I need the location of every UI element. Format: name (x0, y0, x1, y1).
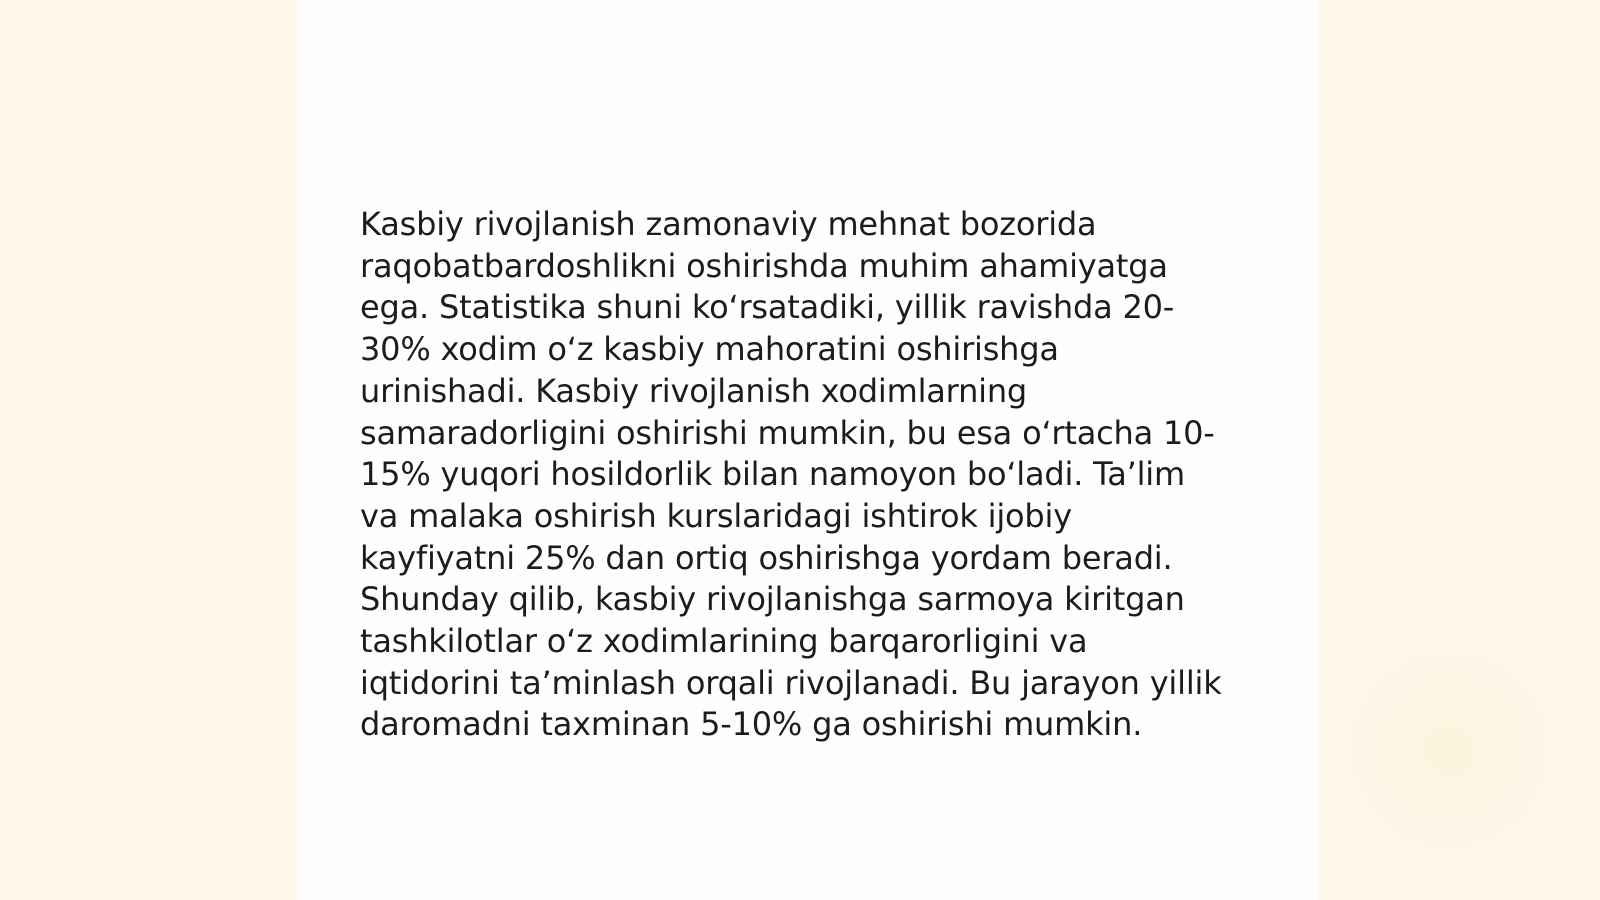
paragraph-line-8: va malaka oshirish kurslaridagi ishtirok ijobiy (360, 496, 1072, 535)
body-paragraph (360, 204, 1260, 746)
paragraph-line-5: urinishadi. Kasbiy rivojlanish xodimlarning (360, 371, 1028, 410)
paragraph-line-2: raqobatbardoshlikni oshirishda muhim ahamiyatga (360, 246, 1168, 285)
paragraph-line-4: 30% xodim oʻz kasbiy mahoratini oshirishga (360, 330, 1059, 369)
paragraph-line-6: samaradorligini oshirishi mumkin, bu esa oʻrtacha 10- (360, 413, 1215, 452)
paragraph-line-12: iqtidorini taʼminlash orqali rivojlanadi. Bu jarayon yillik (360, 663, 1222, 702)
background-glow-decoration (1340, 640, 1560, 860)
slide-page (296, 0, 1318, 900)
paragraph-line-13: daromadni taxminan 5-10% ga oshirishi mumkin. (360, 705, 1143, 744)
paragraph-line-11: tashkilotlar oʻz xodimlarining barqarorligini va (360, 622, 1088, 661)
paragraph-line-10: Shunday qilib, kasbiy rivojlanishga sarmoya kiritgan (360, 580, 1185, 619)
paragraph-line-3: ega. Statistika shuni koʻrsatadiki, yillik ravishda 20- (360, 288, 1175, 327)
paragraph-line-7: 15% yuqori hosildorlik bilan namoyon boʻladi. Taʼlim (360, 455, 1185, 494)
paragraph-line-9: kayfiyatni 25% dan ortiq oshirishga yordam beradi. (360, 538, 1173, 577)
paragraph-line-1: Kasbiy rivojlanish zamonaviy mehnat bozorida (360, 205, 1097, 243)
